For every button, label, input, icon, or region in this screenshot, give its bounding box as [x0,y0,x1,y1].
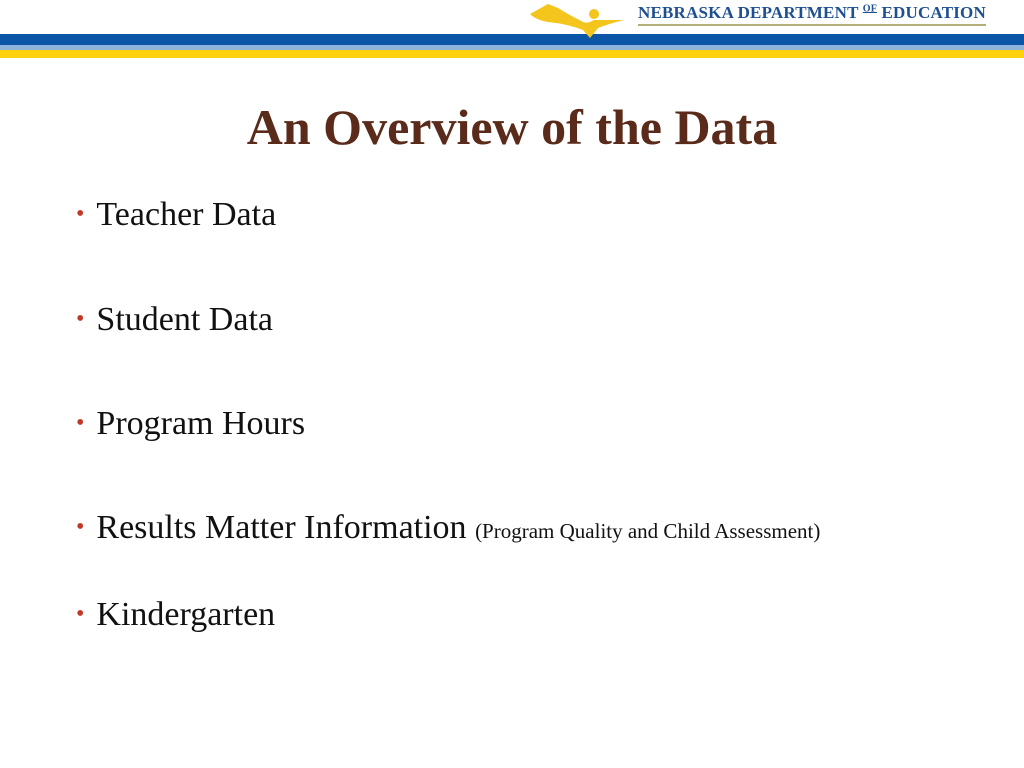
org-name [638,3,986,26]
bullet-icon: • [76,601,85,627]
header-stripe-blue [0,34,1024,45]
bullet-item [76,509,820,547]
bullet-icon: • [76,306,85,332]
nde-logo-icon [528,0,628,40]
bullet-item [76,405,305,443]
bullet-item [76,301,273,339]
bullet-text: Kindergarten [96,596,276,633]
org-name-of: OF [862,3,878,15]
bullet-text: Teacher Data [96,196,277,233]
bullet-icon: • [76,514,85,540]
org-name-part2: EDUCATION [881,3,986,22]
bullet-item [76,596,275,634]
bullet-icon: • [76,201,85,227]
org-name-part1: NEBRASKA DEPARTMENT [638,3,859,22]
bullet-text: Program Hours [96,405,306,442]
slide-title: An Overview of the Data [246,99,778,155]
bullet-icon: • [76,410,85,436]
bullet-item [76,196,276,234]
bullet-text: Student Data [96,301,273,338]
header-stripe-yellow [0,50,1024,58]
bullet-note: (Program Quality and Child Assessment) [475,519,821,543]
bullet-text: Results Matter Information [96,509,467,546]
